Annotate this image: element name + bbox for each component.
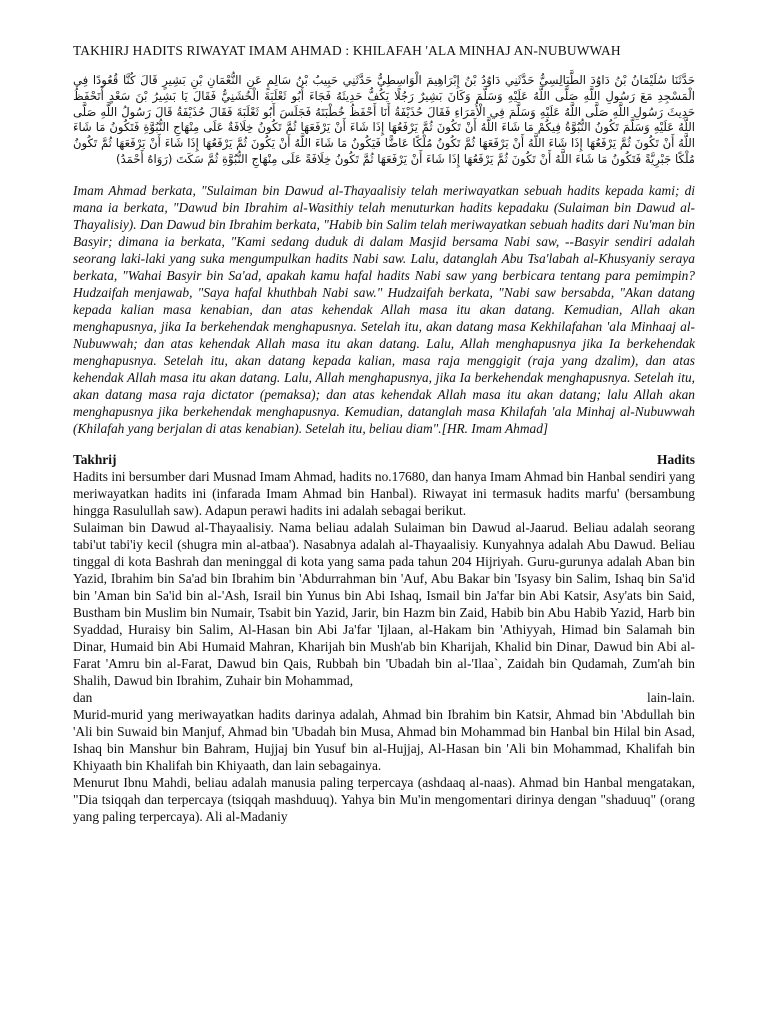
document-page <box>73 42 695 825</box>
paragraph-narrator-sulaiman: Sulaiman bin Dawud al-Thayaalisiy. Nama beliau adalah Sulaiman bin Dawud al-Jaarud. Beliau adalah seorang tabi'ut tabi'iy kecil (shugra min al-atbaa'). Nasabnya adalah al-Thayaalisiy. Kunyahnya adalah Abu Dawud. Beliau tinggal di kota Bashrah dan meninggal di kota yang sama pada tahun 204 Hijriyah. Guru-gurunya adalah Aban bin Yazid, Ibrahim bin Sa'ad bin Ibrahim bin 'Abdurrahman bin 'Auf, Abu Bakar bin 'Isyasy bin Salim, Ishaq bin Sa'id bin 'Aman bin Sa'id bin al-'Ash, Israil bin Yunus bin Abi Ishaq, Ismail bin Ja'far bin Abi Katsir, Asy'ats bin Said, Bustham bin Muslim bin Numair, Tsabit bin Yazid, Jarir, bin Hazm bin Zaid, Habib bin Abu Habib Yazid, Harb bin Syaddad, Huraisy bin Salim, Al-Hasan bin Abi Ja'far 'Ijlaan, al-Hakam bin 'Athiyyah, Himad bin Salamah bin Dinar, Humaid bin Abi Humaid Mahran, Kharijah bin Mush'ab bin Kharijah, Khalid bin Dinar, Dawud bin Abi al-Farat 'Amru bin al-Farat, Dawud bin Qais, Rubbah bin 'Ubadah bin al-'Ilaa`, Zaidah bin Qudamah, Zum'ah bin Shalih, Dawud bin Ibrahim, Zuhair bin Mohammad, <box>73 519 695 688</box>
document-title: TAKHIRJ HADITS RIWAYAT IMAM AHMAD : KHILAFAH 'ALA MINHAJ AN-NUBUWWAH <box>73 43 621 58</box>
paragraph-narrator-sulaiman-end <box>73 689 695 706</box>
section-heading-right: Hadits <box>657 451 695 467</box>
line-end-right: lain-lain. <box>647 689 695 705</box>
section-heading <box>73 451 695 468</box>
hadith-translation: Imam Ahmad berkata, "Sulaiman bin Dawud al-Thayaalisiy telah meriwayatkan sebuah hadits kepada kami; di mana ia berkata, "Dawud bin Ibrahim al-Wasithiy telah menuturkan hadits kepadaku (Sulaiman bin Dawud al-Thayalisiy). Dan Dawud bin Ibrahim berkata, "Habib bin Salim telah meriwayatkan sebuah hadits dari Nu'man bin Basyir; dimana ia berkata, "Kami sedang duduk di dalam Masjid bersama Nabi saw, --Basyir sendiri adalah seorang laki-laki yang suka mengumpulkan hadits Nabi saw. Lalu, datanglah Abu Tsa'labah al-Khusyaniy seraya berkata, "Wahai Basyir bin Sa'ad, apakah kamu hafal hadits Nabi saw yang berbicara tentang para pemimpin? Hudzaifah menjawab, "Saya hafal khuthbah Nabi saw." Hudzaifah berkata, "Nabi saw bersabda, "Akan datang kepada kalian masa kenabian, dan atas kehendak Allah masa itu akan datang. Kemudian, Allah akan menghapusnya, jika Ia berkehendak menghapusnya. Setelah itu, akan datang masa Kekhilafahan 'ala Minhaaj al-Nubuwwah; dan atas kehendak Allah masa itu akan datang. Lalu, Allah menghapusnya jika Ia berkehendak menghapusnya. Setelah itu, akan datang kepada kalian, masa raja menggigit (raja yang dzalim), dan atas kehendak Allah masa itu akan datang. Lalu, Allah menghapusnya, jika Ia berkehendak menghapusnya. Setelah itu, akan datang masa raja dictator (pemaksa); dan atas kehendak Allah masa itu akan datang; lalu Allah akan menghapusnya jika berkehendak menghapusnya. Kemudian, datanglah masa Khilafah 'ala Minhaj al-Nubuwwah (Khilafah yang berjalan di atas kenabian). Setelah itu, beliau diam".[HR. Imam Ahmad] <box>73 182 695 436</box>
section-heading-left: Takhrij <box>73 451 117 467</box>
paragraph-assessment: Menurut Ibnu Mahdi, beliau adalah manusia paling terpercaya (ashdaaq al-naas). Ahmad bin Hanbal mengatakan, "Dia tsiqqah dan terpercaya (tsiqqah mashduuq). Yahya bin Mu'in mengomentari dirinya dengan "shaduuq" (orang yang paling terpercaya). Ali al-Madaniy <box>73 774 695 824</box>
line-end-left: dan <box>73 689 93 705</box>
paragraph-students: Murid-murid yang meriwayatkan hadits darinya adalah, Ahmad bin Ibrahim bin Katsir, Ahmad bin 'Abdullah bin 'Ali bin Suwaid bin Manjuf, Ahmad bin 'Ubadah bin Musa, Ahmad bin Mohammad bin Hanbal bin Hilal bin Asad, Ishaq bin Manshur bin Bahram, Hujjaj bin Yusuf bin al-Hujjaj, Al-Hasan bin 'Ali bin Mohammad, Khalifah bin Khiyaath bin Khalifah bin Khiyaath, dan lain sebagainya. <box>73 706 695 773</box>
arabic-hadith-text: حَدَّثَنَا سُلَيْمَانُ بْنُ دَاوُدَ الطَّيَالِسِيُّ حَدَّثَنِي دَاوُدُ بْنُ إِبْرَاهِيمَ الْوَاسِطِيُّ حَدَّثَنِي حَبِيبُ بْنُ سَالِمٍ عَنِ النُّعْمَانِ بْنِ بَشِيرٍ قَالَ كُنَّا قُعُودًا فِي الْمَسْجِدِ مَعَ رَسُولِ اللَّهِ صَلَّى اللَّهُ عَلَيْهِ وَسَلَّمَ وَكَانَ بَشِيرٌ رَجُلًا يَكُفُّ حَدِيثَهُ فَجَاءَ أَبُو ثَعْلَبَةَ الْخُشَنِيُّ فَقَالَ يَا بَشِيرُ بْنَ سَعْدٍ أَتَحْفَظُ حَدِيثَ رَسُولِ اللَّهِ صَلَّى اللَّهُ عَلَيْهِ وَسَلَّمَ فِي الْأُمَرَاءِ فَقَالَ حُذَيْفَةُ أَنَا أَحْفَظُ خُطْبَتَهُ فَجَلَسَ أَبُو ثَعْلَبَةَ فَقَالَ حُذَيْفَةُ قَالَ رَسُولُ اللَّهِ صَلَّى اللَّهُ عَلَيْهِ وَسَلَّمَ تَكُونُ النُّبُوَّةُ فِيكُمْ مَا شَاءَ اللَّهُ أَنْ تَكُونَ ثُمَّ يَرْفَعُهَا إِذَا شَاءَ أَنْ يَرْفَعَهَا ثُمَّ تَكُونُ خِلَافَةٌ عَلَى مِنْهَاجِ النُّبُوَّةِ فَتَكُونُ مَا شَاءَ اللَّهُ أَنْ تَكُونَ ثُمَّ يَرْفَعُهَا إِذَا شَاءَ اللَّهُ أَنْ يَرْفَعَهَا ثُمَّ تَكُونُ مُلْكًا عَاضًّا فَيَكُونُ مَا شَاءَ اللَّهُ أَنْ يَكُونَ ثُمَّ يَرْفَعُهَا إِذَا شَاءَ أَنْ يَرْفَعَهَا ثُمَّ تَكُونُ مُلْكًا جَبْرِيَّةً فَتَكُونُ مَا شَاءَ اللَّهُ أَنْ تَكُونَ ثُمَّ يَرْفَعُهَا إِذَا شَاءَ أَنْ يَرْفَعَهَا ثُمَّ تَكُونُ خِلَافَةً عَلَى مِنْهَاجِ النُّبُوَّةِ ثُمَّ سَكَتَ (رَوَاهُ أَحْمَدُ) <box>73 73 695 166</box>
paragraph-source: Hadits ini bersumber dari Musnad Imam Ahmad, hadits no.17680, dan hanya Imam Ahmad bin Hanbal sendiri yang meriwayatkan hadits ini (infarada Imam Ahmad bin Hanbal). Riwayat ini termasuk hadits marfu' (bersambung hingga Rasulullah saw). Adapun perawi hadits ini adalah sebagai berikut. <box>73 468 695 518</box>
